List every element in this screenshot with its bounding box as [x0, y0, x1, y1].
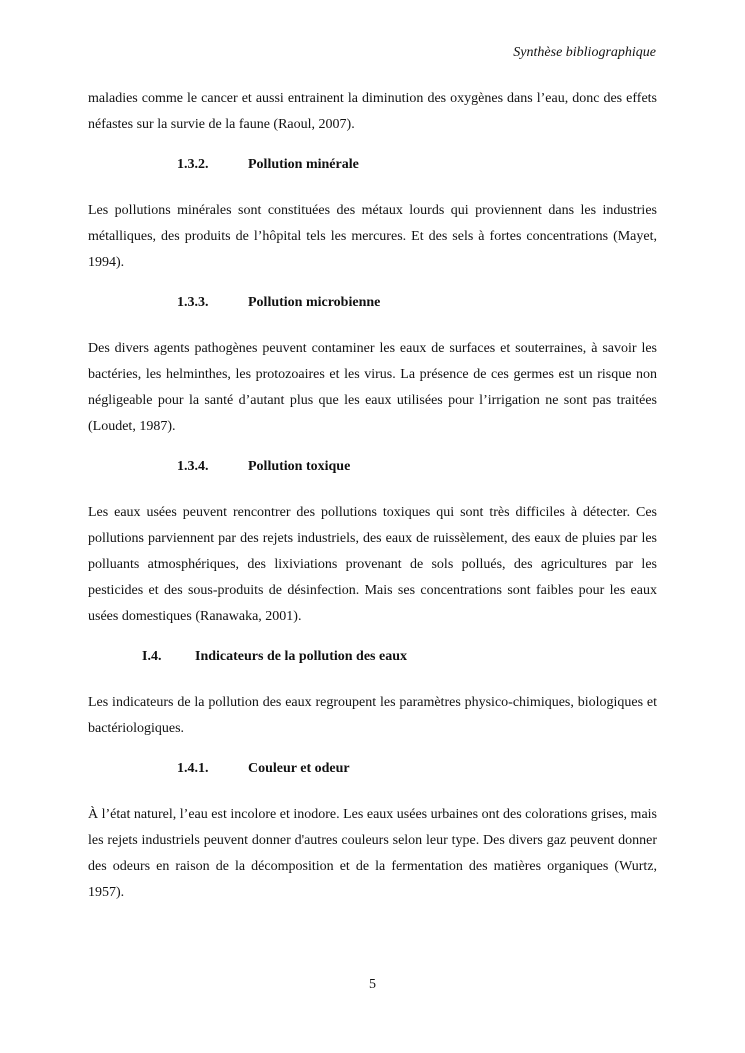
intro-paragraph: maladies comme le cancer et aussi entrainent la diminution des oxygènes dans l’eau, donc des effets néfastes sur la survie de la faune (Raoul, 2007).	[88, 91, 657, 132]
paragraph-pollution-toxique: Les eaux usées peuvent rencontrer des pollutions toxiques qui sont très difficiles à détecter. Ces pollutions parviennent par des rejets industriels, des eaux de ruissèlement, des eaux de pluies par les polluants atmosphériques, des lixiviations provenant de sols pollués, des agricultures par les pesticides et des sous-produits de désinfection. Mais ses concentrations sont faibles pour les eaux usées domestiques (Ranawaka, 2001).	[88, 505, 657, 624]
running-header: Synthèse bibliographique	[513, 45, 656, 60]
page-body	[88, 86, 657, 924]
section-heading-couleur-odeur	[88, 760, 657, 778]
paragraph-pollution-minerale: Les pollutions minérales sont constituées des métaux lourds qui proviennent dans les industries métalliques, des produits de l’hôpital tels les mercures. Et des sels à fortes concentrations (Mayet, 1994).	[88, 203, 657, 270]
section-number: 1.4.1.	[177, 761, 209, 776]
section-title: Pollution minérale	[248, 157, 359, 172]
section-number: I.4.	[142, 649, 162, 664]
section-number: 1.3.2.	[177, 157, 209, 172]
paragraph-couleur-odeur: À l’état naturel, l’eau est incolore et inodore. Les eaux usées urbaines ont des colorations grises, mais les rejets industriels peuvent donner d'autres couleurs selon leur type. Des divers gaz peuvent donner des odeurs en raison de la décomposition et de la fermentation des matières organiques (Wurtz, 1957).	[88, 807, 657, 900]
page-number: 5	[369, 977, 376, 992]
section-title: Pollution toxique	[248, 459, 351, 474]
section-number: 1.3.3.	[177, 295, 209, 310]
section-heading-pollution-microbienne	[88, 294, 657, 312]
section-title: Indicateurs de la pollution des eaux	[195, 649, 407, 664]
paragraph-pollution-microbienne: Des divers agents pathogènes peuvent contaminer les eaux de surfaces et souterraines, à savoir les bactéries, les helminthes, les protozoaires et les virus. La présence de ces germes est un risque non négligeable pour la santé d’autant plus que les eaux utilisées pour l’irrigation ne sont pas traitées (Loudet, 1987).	[88, 341, 657, 434]
section-number: 1.3.4.	[177, 459, 209, 474]
section-title: Pollution microbienne	[248, 295, 381, 310]
section-title: Couleur et odeur	[248, 761, 350, 776]
section-heading-indicateurs	[88, 648, 657, 666]
paragraph-indicateurs: Les indicateurs de la pollution des eaux regroupent les paramètres physico-chimiques, biologiques et bactériologiques.	[88, 695, 657, 736]
section-heading-pollution-toxique	[88, 458, 657, 476]
section-heading-pollution-minerale	[88, 156, 657, 174]
